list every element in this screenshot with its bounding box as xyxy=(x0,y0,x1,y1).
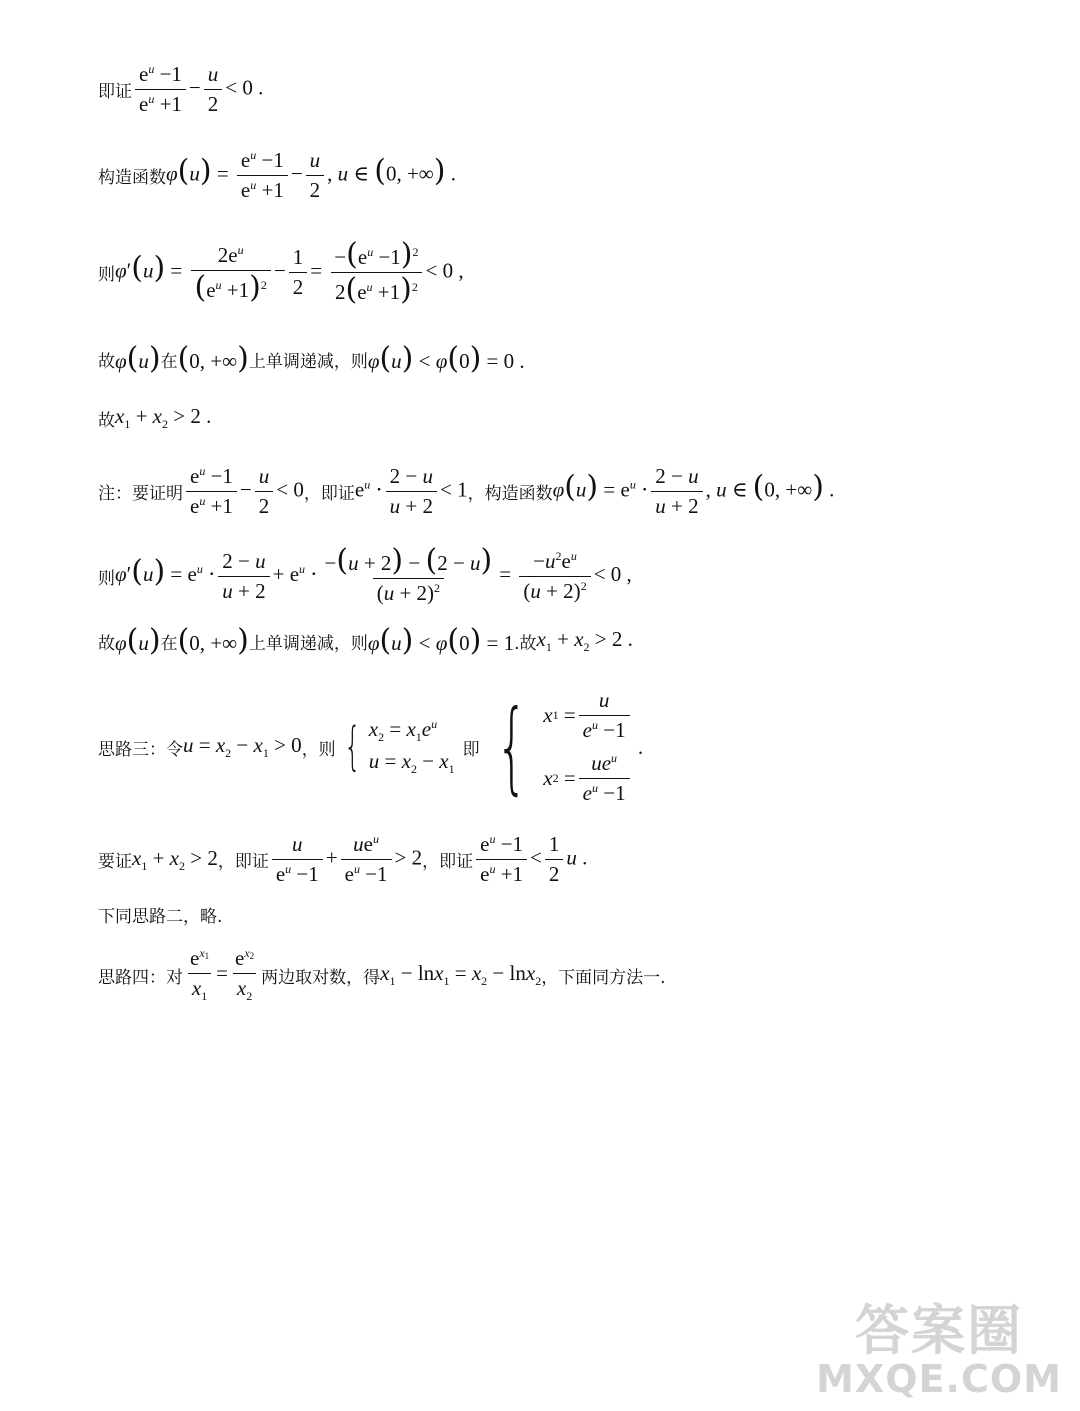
formula-10: $\frac{e^u -1}{e^u +1}$ < $\frac{1}{2}$ u . xyxy=(473,832,587,887)
line-9-mid1: ，则 xyxy=(301,739,336,760)
line-9-mid2: 即 xyxy=(462,739,480,760)
line-8-mid2: 上单调递减，则 xyxy=(248,633,368,654)
system-1: { $x_2 = x_1e^u$ $u = x_2 - x_1$ xyxy=(343,717,455,777)
line-4-prefix: 故 xyxy=(98,351,115,372)
line-9-prefix: 思路三：令 xyxy=(98,739,183,760)
line-7-prefix: 则 xyxy=(98,568,115,589)
line-6-mid2: ，构造函数 xyxy=(467,484,553,504)
formula-7: $\varphi'(u) = e^u$ ⋅ $\frac{2 - u}{u + 2}$ + $e^u$ ⋅ $\frac{-(u + 2) - (2 - u)}{(u + 2)^2}$ = $\frac{-u^2e^u}{(u + 2)^2}$ < 0 , xyxy=(115,543,632,605)
line-6: 注：要证明 $\frac{e^u -1}{e^u +1}$ − $\frac{u}{2}$ < 0 ，即证 $e^u$ ⋅ $\frac{2 - u}{u + 2}$ < 1 ，构造函数 $\varphi(u) = e^u$ ⋅ $\frac{2 - u}{u + 2}$ , u ∈ (0, +∞) . xyxy=(98,464,835,518)
line-1-prefix: 即证 xyxy=(98,82,132,102)
line-4-mid2: 上单调递减，则 xyxy=(248,351,368,372)
line-5-prefix: 故 xyxy=(98,410,115,431)
formula-8: $x_1 + x_2 > 2$ . xyxy=(536,627,633,654)
line-12-prefix: 思路四：对 xyxy=(98,967,183,988)
line-4-mid1: 在 xyxy=(160,351,178,372)
line-10-prefix: 要证 xyxy=(98,852,132,872)
line-6-prefix: 注：要证明 xyxy=(98,484,183,504)
formula-5: $x_1 + x_2 > 2$ . xyxy=(115,404,212,431)
line-8: 故 φ(u) 在 (0, +∞) 上单调递减，则 φ(u) < φ(0) = 1 .故 $x_1 + x_2 > 2$ . xyxy=(98,623,633,658)
watermark-line-2: MXQE.COM xyxy=(816,1357,1062,1401)
line-12: 思路四：对 $\frac{e^{x_1}}{x_1}$ = $\frac{e^{x_2}}{x_2}$ 两边取对数，得 $x_1 - \ln x_1 = x_2 - \ln x_2$ ，下面同方法一. xyxy=(98,946,666,1003)
formula-6: $\varphi(u) = e^u$ ⋅ $\frac{2 - u}{u + 2}$ , u ∈ (0, +∞) . xyxy=(552,464,835,518)
line-6-mid1: ，即证 xyxy=(303,484,355,504)
line-11-text: 下同思路二，略. xyxy=(98,907,223,927)
formula-1: $\frac{e^u -1}{e^u +1}$ − $\frac{u}{2}$ < 0 . xyxy=(132,62,263,117)
formula-12: $x_1 - \ln x_1 = x_2 - \ln x_2$ xyxy=(380,961,542,988)
line-5 xyxy=(98,404,211,432)
system-2: { x 1 = $\frac{u}{e^u -1}$ x 2 = $\frac{ue^u}{e^u -1}$ . xyxy=(495,688,644,805)
watermark-line-1: 答案圈 xyxy=(855,1299,1024,1362)
formula-3: φ′(u) = $\frac{2e^u}{(e^u +1)^2}$ − $\frac{1}{2}$ = $\frac{-(e^u -1)^2}{2(e^u +1)^2}$ < 0 , xyxy=(115,237,464,307)
line-8-mid1: 在 xyxy=(160,633,178,654)
line-12-mid2: ，下面同方法一. xyxy=(541,967,666,988)
line-1 xyxy=(98,62,263,117)
line-12-mid1: 两边取对数，得 xyxy=(261,967,381,988)
line-2-prefix: 构造函数 xyxy=(98,168,166,188)
line-8-prefix: 故 xyxy=(98,633,115,654)
formula-2: φ(u) = $\frac{e^u -1}{e^u +1}$ − $\frac{u}{2}$ , u ∈ (0, +∞) . xyxy=(166,148,456,202)
watermark xyxy=(816,1288,1062,1401)
line-4: 故 φ(u) 在 (0, +∞) 上单调递减，则 φ(u) < φ(0) = 0 . xyxy=(98,341,525,376)
formula-4: φ(u) < φ(0) = 0 . xyxy=(367,341,525,376)
line-10-mid1: ，即证 xyxy=(217,852,269,872)
line-10: 要证 $x_1 + x_2 > 2$ ，即证 $\frac{u}{e^u -1}$ + $\frac{ue^u}{e^u -1}$ > 2 ，即证 $\frac{e^u -1}{e^u +1}$ < $\frac{1}{2}$ u . xyxy=(98,832,588,886)
line-10-mid2: ，即证 xyxy=(422,852,474,872)
line-3 xyxy=(98,237,464,307)
line-11 xyxy=(98,902,222,927)
line-8-mid3: .故 xyxy=(514,633,537,654)
line-9: 思路三：令 $u = x_2 - x_1 > 0$ ，则 { $x_2 = x_1e^u$ $u = x_2 - x_1$ 即 { x 1 = $\frac{u}{e^u -1}$ x 2 = $\frac{ue^u}{e^u -1}$ . xyxy=(98,684,643,810)
line-3-prefix: 则 xyxy=(98,265,115,285)
line-7 xyxy=(98,543,632,606)
line-2 xyxy=(98,148,456,203)
